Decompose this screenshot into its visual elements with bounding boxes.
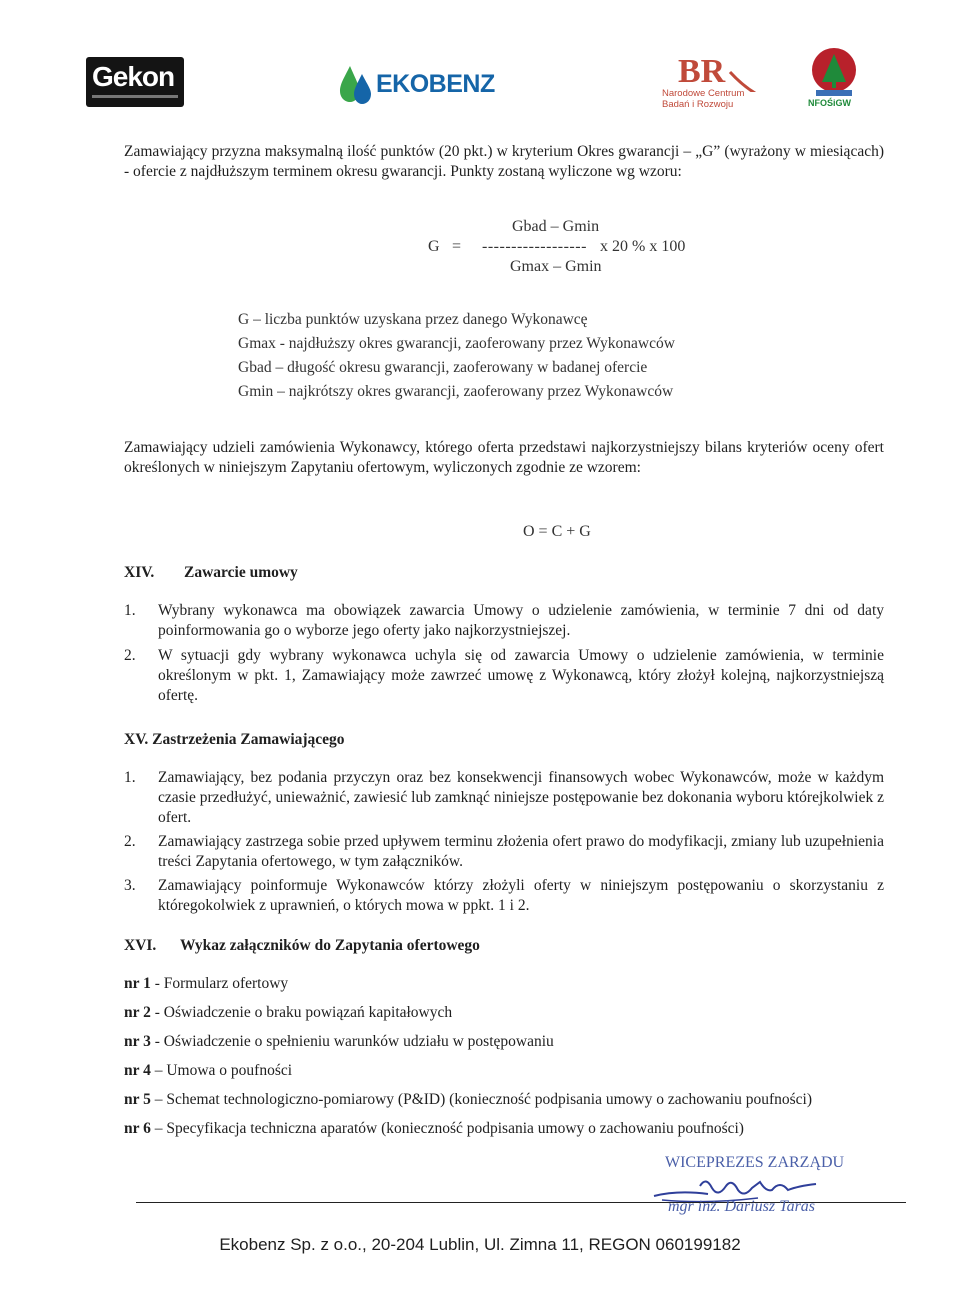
ncbr-name-line1: Narodowe Centrum xyxy=(662,88,745,99)
section-15-title: XV. Zastrzeżenia Zamawiającego xyxy=(124,731,345,748)
attachment-number: nr 5 xyxy=(124,1091,151,1108)
list-number: 1. xyxy=(124,602,136,619)
final-formula: O = C + G xyxy=(523,523,591,540)
attachment-text: – Specyfikacja techniczna aparatów (konieczność podpisania umowy o zachowaniu poufności) xyxy=(150,1120,744,1137)
stamp-title: WICEPREZES ZARZĄDU xyxy=(665,1154,845,1171)
legend-line: Gbad – długość okresu gwarancji, zaoferowany w badanej ofercie xyxy=(238,359,648,376)
formula-numerator: Gbad – Gmin xyxy=(512,218,600,235)
gekon-logo-tagline xyxy=(92,95,178,98)
attachment-item xyxy=(124,974,288,994)
ncbr-logo xyxy=(660,52,778,110)
attachment-text: - Formularz ofertowy xyxy=(150,975,289,992)
list-item-text: W sytuacji gdy wybrany wykonawca uchyla się od zawarcia Umowy o udzielenie zamówienia, w terminie określonym w pkt. 1, Zamawiający może zawrzeć umowę z Wykonawcą, który złożył kolejną, najkorzystniejszą ofertę. xyxy=(158,647,884,704)
section-16-title: Wykaz załączników do Zapytania ofertowego xyxy=(180,937,480,954)
list-item-text: Wybrany wykonawca ma obowiązek zawarcia Umowy o udzielenie zamówienia, w terminie 7 dni od daty poinformowania go o wyborze jego oferty jako najkorzystniejszej. xyxy=(158,602,884,639)
legend-line: Gmax - najdłuższy okres gwarancji, zaoferowany przez Wykonawców xyxy=(238,335,675,352)
list-number: 1. xyxy=(124,769,136,786)
legend-line: G – liczba punktów uzyskana przez danego Wykonawcę xyxy=(238,311,588,328)
attachment-text: – Schemat technologiczno-pomiarowy (P&ID) (konieczność podpisania umowy o zachowaniu poufności) xyxy=(150,1091,813,1108)
list-item-text: Zamawiający poinformuje Wykonawców którzy złożyli oferty w niniejszym postępowaniu o skorzystaniu z któregokolwiek z uprawnień, o których mowa w ppkt. 1 i 2. xyxy=(158,877,884,914)
gekon-logo-text: Gekon xyxy=(92,61,175,92)
nfosigw-logo-text: NFOŚiGW xyxy=(808,98,851,108)
attachment-item xyxy=(124,1061,292,1081)
attachment-text: – Umowa o poufności xyxy=(150,1062,293,1079)
ekobenz-logo-text: EKOBENZ xyxy=(376,70,495,98)
intro-paragraph: Zamawiający przyzna maksymalną ilość punktów (20 pkt.) w kryterium Okres gwarancji – „G” (wyrażony w miesiącach) - ofercie z najdłuższym terminem okresu gwarancji. Punkty zostaną wyliczone wg wzoru: xyxy=(124,143,884,180)
list-number: 3. xyxy=(124,877,136,894)
formula-lhs: G xyxy=(428,238,440,255)
formula-legend xyxy=(238,311,675,407)
formula-denominator: Gmax – Gmin xyxy=(510,258,602,275)
nfosigw-logo xyxy=(806,46,862,110)
attachment-number: nr 4 xyxy=(124,1062,151,1079)
ncbr-mark-icon xyxy=(660,52,778,92)
svg-text:BR: BR xyxy=(678,53,726,90)
formula-fraction-line: ------------------ xyxy=(482,238,587,255)
attachment-item xyxy=(124,1119,744,1139)
legend-line: Gmin – najkrótszy okres gwarancji, zaoferowany przez Wykonawców xyxy=(238,383,674,400)
attachment-item xyxy=(124,1003,452,1023)
list-number: 2. xyxy=(124,647,136,664)
ncbr-name-line2: Badań i Rozwoju xyxy=(662,99,734,110)
attachment-number: nr 2 xyxy=(124,1004,151,1021)
attachment-item xyxy=(124,1032,554,1052)
drop-icon xyxy=(338,62,374,106)
list-number: 2. xyxy=(124,833,136,850)
stamp-name: mgr inż. Dariusz Taras xyxy=(668,1198,816,1215)
attachment-text: - Oświadczenie o braku powiązań kapitałowych xyxy=(150,1004,453,1021)
attachment-number: nr 6 xyxy=(124,1120,151,1137)
section-14-title: Zawarcie umowy xyxy=(184,564,298,581)
page-footer: Ekobenz Sp. z o.o., 20-204 Lublin, Ul. Zimna 11, REGON 060199182 xyxy=(219,1235,741,1254)
formula-multiplier: x 20 % x 100 xyxy=(600,238,686,255)
attachment-item xyxy=(124,1090,812,1110)
section-14-number: XIV. xyxy=(124,564,155,581)
list-item-text: Zamawiający zastrzega sobie przed upływem terminu złożenia ofert prawo do modyfikacji, zmiany lub uzupełnienia treści Zapytania ofertowego, w tym załączników. xyxy=(158,833,884,870)
attachment-text: - Oświadczenie o spełnieniu warunków udziału w postępowaniu xyxy=(150,1033,554,1050)
attachment-number: nr 3 xyxy=(124,1033,151,1050)
attachment-number: nr 1 xyxy=(124,975,151,992)
award-paragraph: Zamawiający udzieli zamówienia Wykonawcy, którego oferta przedstawi najkorzystniejszy bilans kryteriów oceny ofert określonych w niniejszym Zapytaniu ofertowym, wyliczonych zgodnie ze wzorem: xyxy=(124,439,884,476)
tree-emblem-icon xyxy=(808,46,860,98)
gekon-logo xyxy=(86,57,184,107)
list-item-text: Zamawiający, bez podania przyczyn oraz bez konsekwencji finansowych wobec Wykonawców, może w każdym czasie przedłużyć, unieważnić, zawiesić lub zamknąć niniejsze postępowanie bez dokonania wyboru którejkolwiek z ofert. xyxy=(158,769,884,826)
section-16-number: XVI. xyxy=(124,937,157,954)
formula-equals: = xyxy=(452,238,462,255)
